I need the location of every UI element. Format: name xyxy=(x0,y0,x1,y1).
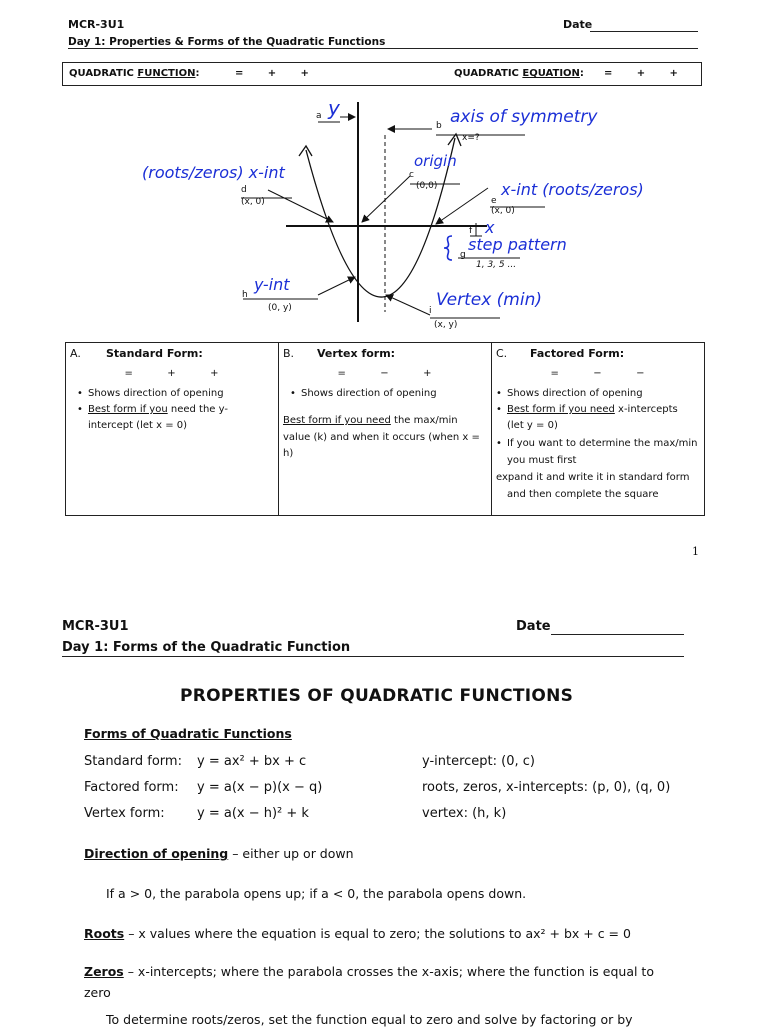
label-i-letter: i xyxy=(429,306,432,316)
equation-prefix: QUADRATIC xyxy=(454,68,523,79)
label-a-handwriting: y xyxy=(328,96,340,120)
col-a-bullet-2 xyxy=(88,402,228,418)
standard-form-cell xyxy=(66,343,279,516)
zeros-line xyxy=(84,964,654,979)
equation-label xyxy=(454,68,584,79)
label-g-letter: g xyxy=(460,250,466,260)
form-prop-factored: roots, zeros, x-intercepts: (p, 0), (q, 0) xyxy=(422,780,671,795)
col-a-bullet-2-rest: need the y- xyxy=(167,404,228,415)
col-b-para-rest: the max/min xyxy=(390,415,458,426)
form-prop-standard: y-intercept: (0, c) xyxy=(422,754,535,769)
label-f-handwriting: x xyxy=(485,218,495,237)
roots-line xyxy=(84,926,631,941)
label-b-handwriting: axis of symmetry xyxy=(450,107,598,127)
label-e-handwriting: x-int (roots/zeros) xyxy=(501,180,644,199)
col-c-bullet-2 xyxy=(507,402,678,418)
direction-rule: If a > 0, the parabola opens up; if a < 0, the parabola opens down. xyxy=(106,886,527,901)
col-b-title: Vertex form: xyxy=(317,347,396,360)
label-b-sub: x=? xyxy=(462,133,480,143)
function-equation: = + + xyxy=(235,68,309,79)
day-title: Day 1: Properties & Forms of the Quadratic Functions xyxy=(68,36,386,48)
form-label-factored: Factored form: xyxy=(84,780,179,795)
col-c-expand: expand it and write it in standard form xyxy=(496,472,690,483)
label-h-letter: h xyxy=(242,290,248,300)
col-c-equation: = − − xyxy=(550,368,646,379)
label-h-handwriting: y-int xyxy=(254,275,290,294)
label-e-letter: e xyxy=(491,196,497,206)
c-pointer xyxy=(362,176,410,222)
function-prefix: QUADRATIC xyxy=(69,68,138,79)
function-colon: : xyxy=(195,68,200,79)
label-d-letter: d xyxy=(241,185,247,195)
form-label-vertex: Vertex form: xyxy=(84,806,165,821)
forms-table xyxy=(65,342,705,516)
col-a-bullet-2-cont: intercept (let x = 0) xyxy=(88,420,188,431)
col-c-bullet-2-cont: (let y = 0) xyxy=(507,420,558,431)
col-b-para xyxy=(283,413,458,429)
label-c-letter: c xyxy=(409,170,414,180)
label-i-handwriting: Vertex (min) xyxy=(436,290,542,310)
col-c-bullet-3: • If you want to determine the max/min xyxy=(507,436,697,452)
label-c-handwriting: origin xyxy=(414,152,457,170)
col-c-expand-cont: and then complete the square xyxy=(507,489,659,500)
roots-term: Roots xyxy=(84,926,125,941)
page-title: PROPERTIES OF QUADRATIC FUNCTIONS xyxy=(180,686,574,706)
equation-colon: : xyxy=(579,68,584,79)
zeros-rest: – x-intercepts; where the parabola crosses the x-axis; where the function is equal to xyxy=(123,964,654,979)
col-a-equation: = + + xyxy=(124,368,220,379)
form-eq-vertex: y = a(x − h)² + k xyxy=(197,806,309,821)
determine-line: To determine roots/zeros, set the function equal to zero and solve by factoring or by xyxy=(106,1012,633,1027)
col-c-bullet-3-cont: you must first xyxy=(507,455,577,466)
date-label: Date xyxy=(563,18,593,31)
col-b-bullet-1: • Shows direction of opening xyxy=(301,386,437,402)
col-c-title: Factored Form: xyxy=(530,347,625,360)
label-d-sub: (x, 0) xyxy=(241,197,265,207)
label-b-letter: b xyxy=(436,121,442,131)
direction-line xyxy=(84,846,354,861)
label-g-handwriting: step pattern xyxy=(468,235,567,254)
label-g-sub: 1, 3, 5 ... xyxy=(476,260,517,270)
zeros-cont: zero xyxy=(84,985,111,1000)
course-code-2: MCR-3U1 xyxy=(62,619,129,634)
form-label-standard: Standard form: xyxy=(84,754,182,769)
title-rule xyxy=(68,48,698,49)
roots-rest: – x values where the equation is equal to zero; the solutions to ax² + bx + c = 0 xyxy=(124,926,631,941)
day-title-2: Day 1: Forms of the Quadratic Function xyxy=(62,640,351,655)
col-a-bullet-2-underlined: Best form if you xyxy=(88,404,168,415)
forms-heading: Forms of Quadratic Functions xyxy=(84,726,292,741)
form-prop-vertex: vertex: (h, k) xyxy=(422,806,507,821)
d-pointer xyxy=(268,190,333,222)
col-c-letter: C. xyxy=(496,347,508,360)
col-b-letter: B. xyxy=(283,347,295,360)
form-eq-factored: y = a(x − p)(x − q) xyxy=(197,780,323,795)
col-c-bullet-2-rest: x-intercepts xyxy=(614,404,678,415)
col-b-para-cont: value (k) and when it occurs (when x = h) xyxy=(283,432,480,459)
label-d-handwriting: (roots/zeros) x-int xyxy=(142,163,285,182)
col-b-para-underlined: Best form if you need xyxy=(283,415,391,426)
function-word: FUNCTION xyxy=(137,68,196,79)
label-i-sub: (x, y) xyxy=(434,320,458,330)
parabola-left-arrowhead xyxy=(299,146,312,156)
date-line-2 xyxy=(551,634,684,635)
direction-rest: – either up or down xyxy=(228,846,354,861)
col-a-title: Standard Form: xyxy=(106,347,203,360)
step-brace xyxy=(444,236,452,260)
label-h-sub: (0, y) xyxy=(268,303,292,313)
equation-equation: = + + xyxy=(604,68,678,79)
zeros-term: Zeros xyxy=(84,964,124,979)
label-a-letter: a xyxy=(316,111,322,121)
label-e-sub: (x, 0) xyxy=(491,206,515,216)
quadratic-banner xyxy=(62,62,702,86)
col-c-bullet-2-underlined: Best form if you need xyxy=(507,404,615,415)
col-a-bullet-1: • Shows direction of opening xyxy=(88,386,224,402)
equation-word: EQUATION xyxy=(522,68,580,79)
function-label xyxy=(69,68,199,79)
course-code: MCR-3U1 xyxy=(68,18,125,31)
e-pointer xyxy=(436,188,488,224)
h-pointer xyxy=(318,277,355,295)
factored-form-cell xyxy=(492,343,705,516)
label-c-sub: (0,0) xyxy=(416,181,438,191)
col-b-equation: = − + xyxy=(337,368,433,379)
page-number: 1 xyxy=(692,545,699,558)
date-label-2: Date xyxy=(516,619,551,634)
form-eq-standard: y = ax² + bx + c xyxy=(197,754,307,769)
col-c-bullet-1: • Shows direction of opening xyxy=(507,386,643,402)
direction-term: Direction of opening xyxy=(84,846,229,861)
title-rule-2 xyxy=(62,656,684,657)
date-line xyxy=(590,31,698,32)
parabola-diagram xyxy=(0,90,768,340)
vertex-form-cell xyxy=(279,343,492,516)
i-pointer xyxy=(386,295,430,315)
label-f-letter: f xyxy=(469,226,473,236)
col-a-letter: A. xyxy=(70,347,81,360)
